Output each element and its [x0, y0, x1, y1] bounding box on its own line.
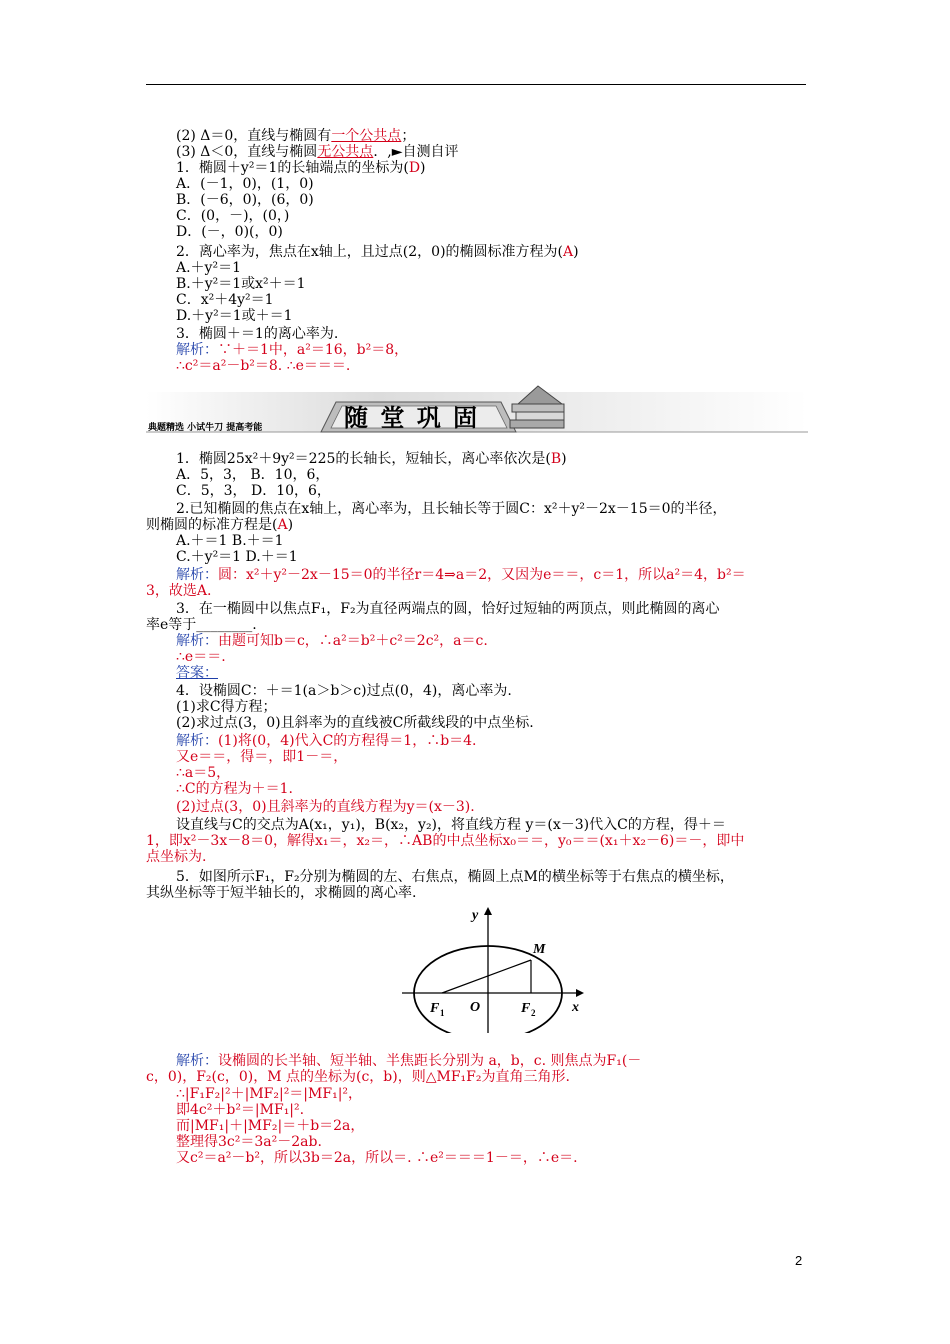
banner-title: 随 堂 巩 固	[344, 403, 480, 432]
practice-4: 4．设椭圆C：＋＝1(a＞b＞c)过点(0，4)，离心率为.	[176, 683, 512, 699]
solution-line: 解析：设椭圆的长半轴、短半轴、半焦距长分别为 a，b，c. 则焦点为F₁(－	[176, 1053, 642, 1069]
practice-5: 其纵坐标等于短半轴长的，求椭圆的离心率.	[146, 885, 417, 901]
banner-tagline: 典题精选 小试牛刀 提高考能	[148, 423, 263, 433]
solution-line: (2)过点(3，0)且斜率为的直线方程为y＝(x－3).	[176, 799, 475, 815]
option: C．x²＋4y²＝1	[176, 292, 274, 308]
option: C．(0，－)，(0，)	[176, 208, 290, 224]
option: C．5，3， D．10，6，	[176, 483, 331, 499]
solution-line: 解析：圆：x²＋y²－2x－15＝0的半径r＝4⇒a＝2，又因为e＝＝，c＝1，所以a²＝4，b²＝	[176, 567, 746, 583]
solution-line: ∴|F₁F₂|²＋|MF₂|²＝|MF₁|²，	[176, 1086, 363, 1102]
option: B．(－6，0)，(6，0)	[176, 192, 314, 208]
focus-F2-subscript: 2	[531, 1008, 536, 1018]
y-axis-label: y	[472, 908, 479, 923]
solution-line: ∴e＝＝.	[176, 649, 226, 665]
option: A．(－1，0)，(1，0)	[176, 176, 314, 192]
x-axis-label: x	[572, 1000, 579, 1015]
practice-2: 2.已知椭圆的焦点在x轴上，离心率为，且长轴长等于圆C：x²＋y²－2x－15＝0的半径，	[176, 501, 727, 517]
practice-4: (2)求过点(3，0)且斜率为的直线被C所截线段的中点坐标.	[176, 715, 534, 731]
practice-5: 5．如图所示F₁，F₂分别为椭圆的左、右焦点，椭圆上点M的横坐标等于右焦点的横坐标，	[176, 869, 734, 885]
point-M-label: M	[533, 942, 546, 957]
practice-1: 1．椭圆25x²＋9y²＝225的长轴长，短轴长，离心率依次是(B)	[176, 451, 567, 467]
solution-line: ∴a＝5，	[176, 765, 231, 781]
practice-3: 率e等于________.	[146, 617, 257, 633]
solution-line: 整理得3c²＝3a²－2ab.	[176, 1134, 322, 1150]
question-2: 2．离心率为，焦点在x轴上，且过点(2，0)的椭圆标准方程为(A)	[176, 244, 579, 260]
solution-line: c，0)，F₂(c，0)，M 点的坐标为(c，b)，则△MF₁F₂为直角三角形.	[146, 1069, 570, 1085]
focus-F2-label: F	[521, 1001, 531, 1016]
text-line: (2) Δ＝0，直线与椭圆有一个公共点；	[176, 128, 416, 144]
option: D.＋y²＝1或＋＝1	[176, 308, 293, 324]
option: A.＋＝1 B.＋＝1	[176, 533, 284, 549]
question-3: 3．椭圆＋＝1的离心率为.	[176, 326, 339, 342]
page-number: 2	[795, 1253, 803, 1268]
solution-line: 3，故选A.	[146, 583, 212, 599]
option: A.＋y²＝1	[176, 260, 241, 276]
text-line: (3) Δ＜0，直线与椭圆无公共点．,►自测自评	[176, 144, 459, 160]
solution-line: 即4c²＋b²＝|MF₁|².	[176, 1102, 305, 1118]
solution-line: 设直线与C的交点为A(x₁，y₁)，B(x₂，y₂)，将直线方程 y＝(x－3)代入C的方程，得＋＝	[176, 817, 726, 833]
practice-2: 则椭圆的标准方程是(A)	[146, 517, 294, 533]
solution-line: ∴C的方程为＋＝1.	[176, 781, 293, 797]
focus-F1-subscript: 1	[440, 1008, 445, 1018]
solution-line: 解析：(1)将(0，4)代入C的方程得＝1，∴b＝4.	[176, 733, 477, 749]
practice-3: 3．在一椭圆中以焦点F₁，F₂为直径两端点的圆，恰好过短轴的两顶点，则此椭圆的离心	[176, 601, 720, 617]
origin-label: O	[470, 1000, 481, 1015]
solution-line: 又e＝＝，得＝，即1－＝，	[176, 749, 348, 765]
option: A．5，3， B．10，6，	[176, 467, 330, 483]
solution-line: 1，即x²－3x－8＝0，解得x₁＝，x₂＝，∴AB的中点坐标x₀＝＝，y₀＝＝(x₁＋x₂－6)＝－，即中	[146, 833, 745, 849]
option: D．(－，0)(，0)	[176, 224, 283, 240]
ellipse-figure	[390, 903, 590, 1033]
solution-line: ∴c²＝a²－b²＝8. ∴e＝＝＝.	[176, 358, 351, 374]
solution-line: 又c²＝a²－b²，所以3b＝2a，所以＝. ∴e²＝＝＝1－＝，∴e＝.	[176, 1150, 578, 1166]
question-1: 1．椭圆＋y²＝1的长轴端点的坐标为(D)	[176, 160, 426, 176]
solution-line: 解析：∵＋＝1中，a²＝16，b²＝8，	[176, 342, 409, 358]
solution-line: 点坐标为.	[146, 849, 207, 865]
header-rule	[146, 84, 806, 85]
solution-line: 解析：由题可知b＝c，∴a²＝b²＋c²＝2c²，a＝c.	[176, 633, 488, 649]
option: C.＋y²＝1 D.＋＝1	[176, 549, 298, 565]
focus-F1-label: F	[430, 1001, 440, 1016]
practice-4: (1)求C得方程；	[176, 699, 277, 715]
option: B.＋y²＝1或x²＋＝1	[176, 276, 306, 292]
answer-label: 答案：	[176, 665, 218, 681]
solution-line: 而|MF₁|＋|MF₂|＝＋b＝2a，	[176, 1118, 365, 1134]
